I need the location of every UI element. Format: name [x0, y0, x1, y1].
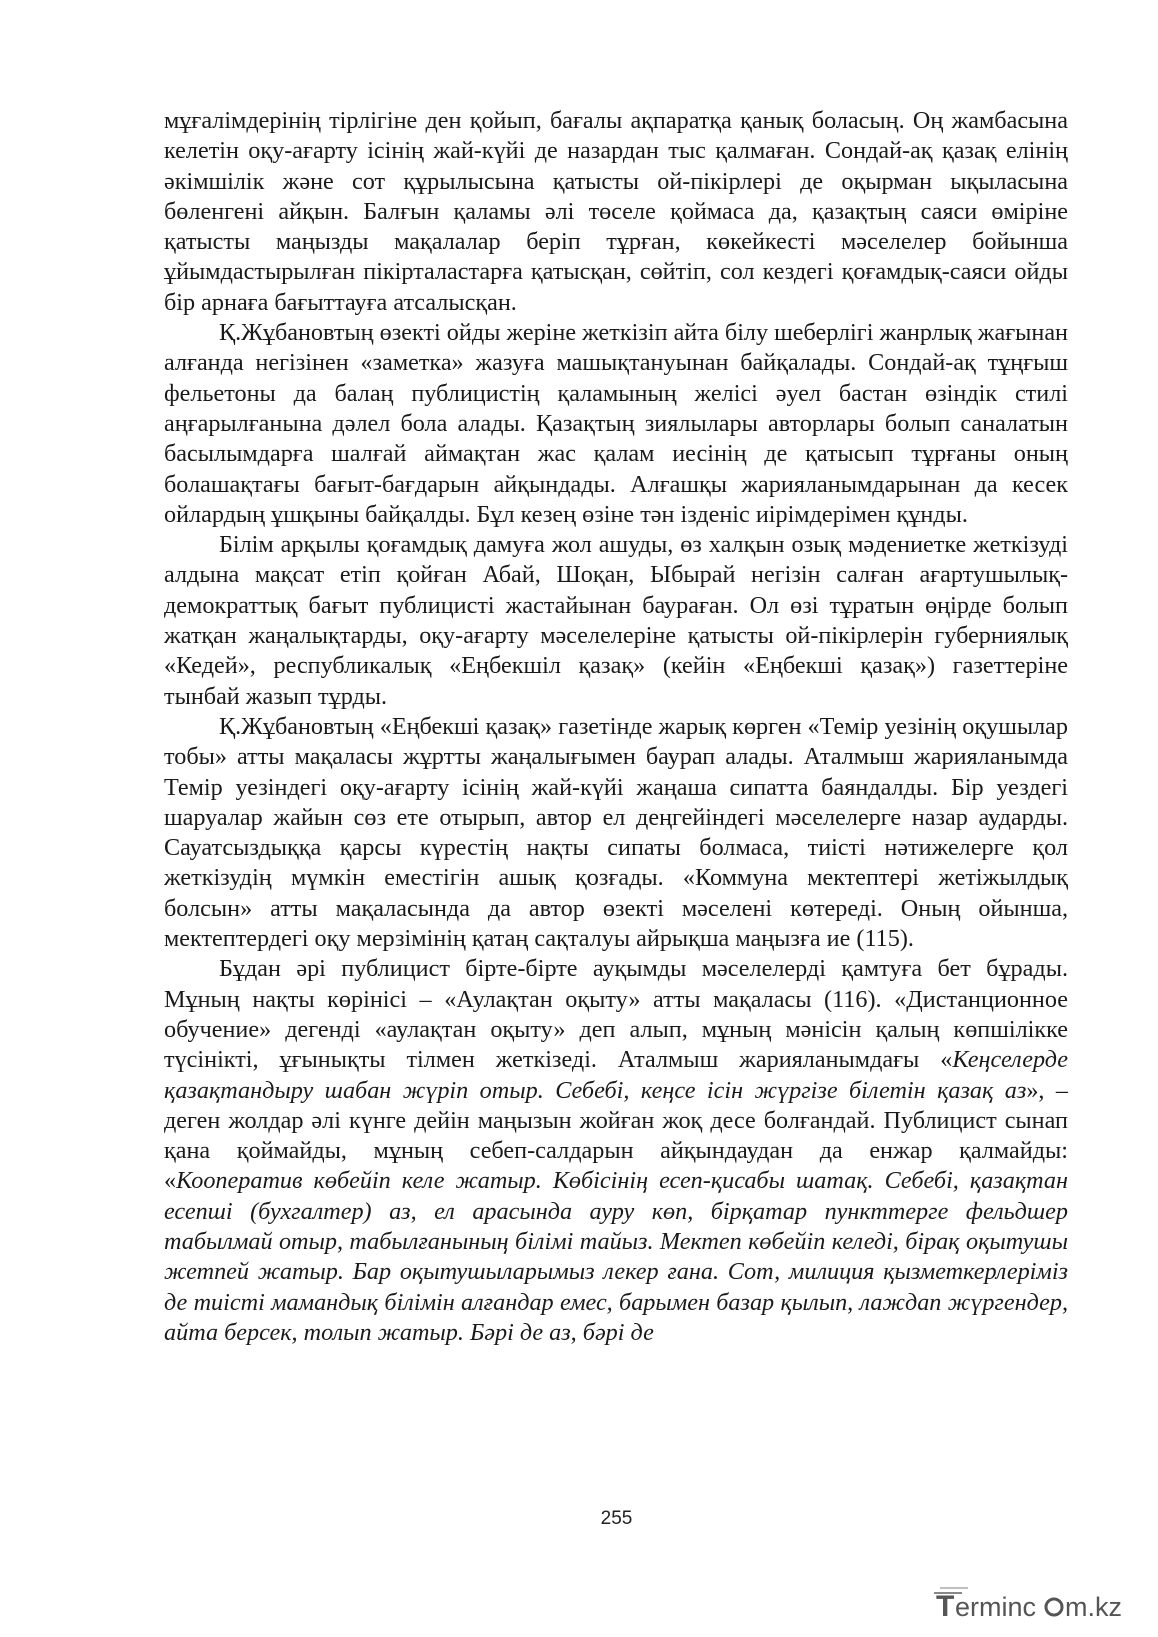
- page-number: 255: [600, 1508, 633, 1529]
- watermark-end: m.kz: [1065, 1592, 1122, 1622]
- paragraph: [164, 318, 1068, 530]
- watermark-mid: erminc: [955, 1592, 1037, 1622]
- text-run: мұғалімдерінің тірлігіне ден қойып, бағалы ақпаратқа қанық боласың. Оң жамбасына келетін оқу-ағарту ісінің жай-күйі де назардан тыс қалмаған. Сондай-ақ қазақ елінің әкімшілік және сот құрылысына қатысты ой-пікірлері де оқырман ықыласына бөленгені айқын. Балғын қаламы әлі төселе қоймаса да, қазақтың саяси өміріне қатысты маңызды мақалалар беріп тұрған, көкейкесті мәселелер бойынша ұйымдастырылған пікірталастарға қатысқан, сөйтіп, сол кездегі қоғамдық-саяси ойды бір арнаға бағыттауға атсалысқан.: [164, 107, 1068, 316]
- paragraph: [164, 712, 1068, 954]
- italic-quote: Кооператив көбейіп келе жатыр. Көбісінің есеп-қисабы шатақ. Себебі, қазақтан есепші (бухгалтер) аз, ел арасында ауру көп, бірқатар пункттерге фельдшер табылмай отыр, табылғанының білімі тайыз. Мектеп көбейіп келеді, бірақ оқытушы жетпей жатыр. Бар оқытушыларымыз лекер ғана. Сот, милиция қызметкерлеріміз де тиісті мамандық білімін алғандар емес, барымен базар қылып, лаждап жүргендер, айта берсек, толып жатыр. Бәрі де аз, бәрі де: [164, 1167, 1068, 1346]
- page-body-text: [164, 106, 1068, 1348]
- paragraph: [164, 954, 1068, 1348]
- paragraph: [164, 530, 1068, 712]
- watermark-letter-t: T: [936, 1590, 955, 1623]
- text-run: », – деген жолдар әлі күнге дейін маңызын жойған жоқ десе болғандай. Публицист сынап қана қоймайды, мұның себеп-салдарын айқындаудан да енжар қалмайды: «: [164, 1076, 1068, 1195]
- text-run: Бұдан әрі публицист бірте-бірте ауқымды мәселелерді қамтуға бет бұрады. Мұның нақты көрінісі – «Аулақтан оқыту» атты мақаласы (116). «Дистанционное обучение» дегенді «аулақтан оқыту» деп алып, мұның мәнісін қалың көпшілікке түсінікті, ұғынықты тілмен жеткізеді. Аталмыш жарияланымдағы «: [164, 955, 1068, 1074]
- text-run: Қ.Жұбановтың «Еңбекші қазақ» газетінде жарық көрген «Темір уезінің оқушылар тобы» атты мақаласы жұртты жаңалығымен баурап алады. Аталмыш жарияланымда Темір уезіндегі оқу-ағарту ісінің жай-күйі жаңаша сипатта баяндалды. Бір уездегі шаруалар жайын сөз ете отырып, автор ел деңгейіндегі мәселелерге назар аударды. Сауатсыздыққа қарсы күрестің нақты сипаты болмаса, тиісті нәтижелерге қол жеткізудің мүмкін еместігін ашық қозғады. «Коммуна мектептері жетіжылдық болсын» атты мақаласында да автор өзекті мәселені көтереді. Оның ойынша, мектептердегі оқу мерзімінің қатаң сақталуы айрықша маңызға ие (115).: [164, 712, 1068, 953]
- text-run: Қ.Жұбановтың өзекті ойды жеріне жеткізіп айта білу шеберлігі жанрлық жағынан алғанда негізінен «заметка» жазуға машықтануынан байқалады. Сондай-ақ тұңғыш фельетоны да балаң публицистің қаламының желісі әуел бастан өзіндік стилі аңғарылғанына дәлел бола алады. Қазақтың зиялылары авторлары болып саналатын басылымдарға шалғай аймақтан жас қалам иесінің де қатысып тұрғаны оның болашақтағы бағыт-бағдарын айқындады. Алғашқы жарияланымдарынан да кесек ойлардың ұшқыны байқалды. Бұл кезең өзіне тән ізденіс иірімдерімен құнды.: [164, 319, 1068, 528]
- watermark-ring-icon: [1046, 1599, 1062, 1615]
- text-run: Білім арқылы қоғамдық дамуға жол ашуды, өз халқын озық мәдениетке жеткізуді алдына мақсат етіп қойған Абай, Шоқан, Ыбырай негізін салған ағартушылық-демократтық бағыт публицисті жастайынан баураған. Ол өзі тұратын өңірде болып жатқан жаңалықтарды, оқу-ағарту мәселелеріне қатысты ой-пікірлерін губерниялық «Кедей», республикалық «Еңбекшіл қазақ» (кейін «Еңбекші қазақ») газеттеріне тынбай жазып тұрды.: [164, 531, 1068, 710]
- terminqom-logo-watermark: [928, 1585, 1128, 1625]
- paragraph: [164, 106, 1068, 318]
- italic-quote: Кеңселерде қазақтандыру шабан жүріп отыр. Себебі, кеңсе ісін жүргізе білетін қазақ аз: [164, 1046, 1068, 1104]
